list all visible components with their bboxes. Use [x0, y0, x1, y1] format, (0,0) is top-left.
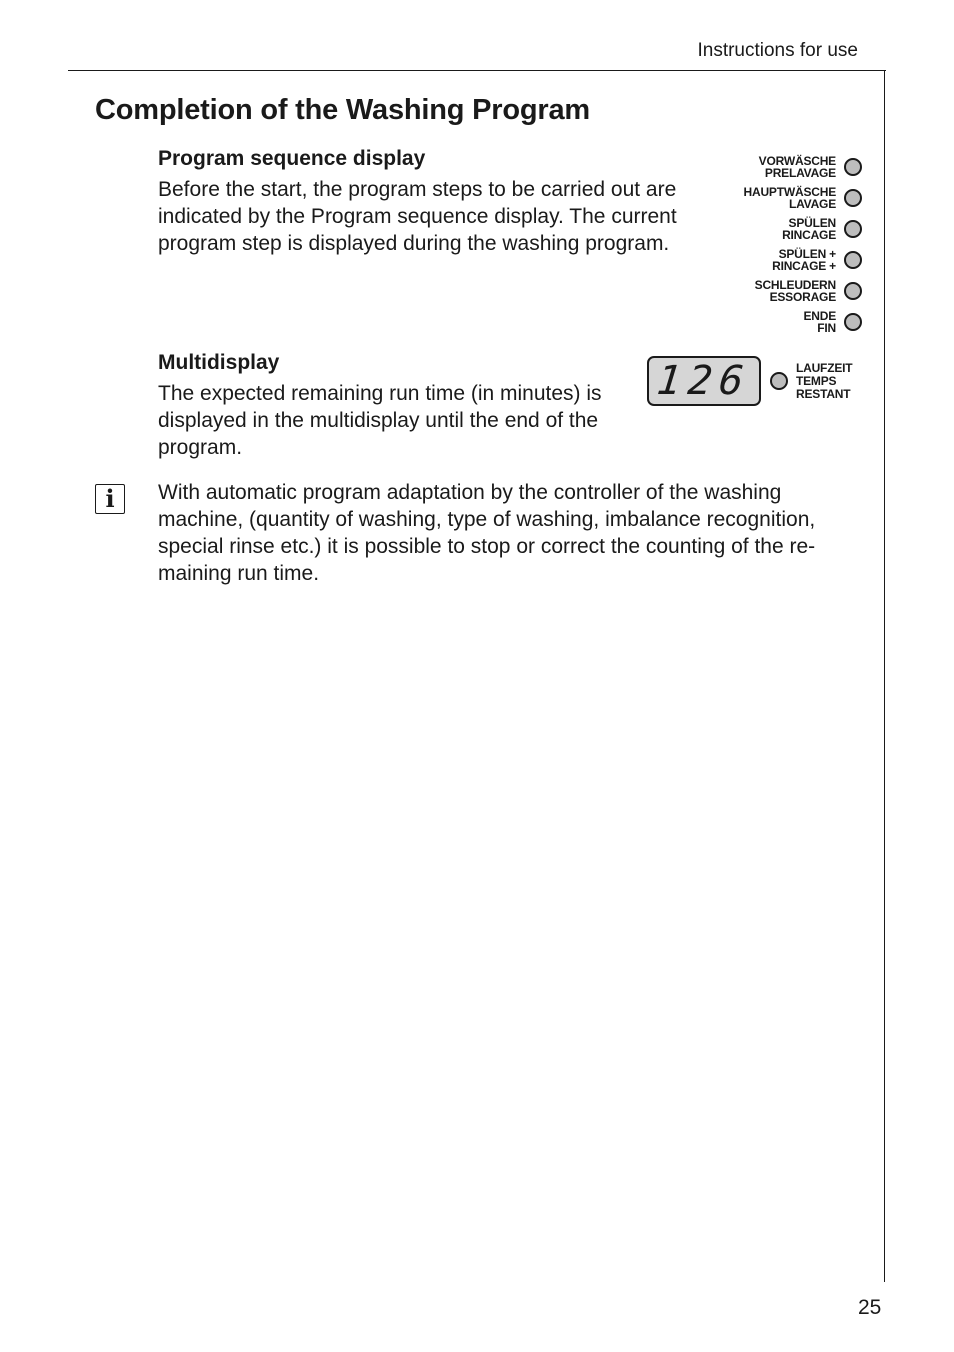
step-label-fr: FIN	[817, 320, 836, 335]
label-line: LAUFZEIT	[796, 360, 853, 375]
step-label-de: ENDE	[803, 308, 836, 323]
indicator-light-icon	[844, 313, 862, 331]
label-line: RESTANT	[796, 386, 851, 401]
sequence-step-prewash	[700, 151, 862, 182]
indicator-light-icon	[844, 251, 862, 269]
indicator-light-icon	[844, 282, 862, 300]
page-number: 25	[858, 1296, 882, 1319]
step-label-fr: ESSORAGE	[769, 289, 836, 304]
program-sequence-text: Before the start, the program steps to be carried out are indicated by the Program sequence display. The current program step is displayed during the washing program.	[158, 178, 677, 255]
sequence-step-label	[782, 217, 836, 241]
multidisplay-text: The expected remaining run time (in minutes) is displayed in the multidisplay until the end of the program.	[158, 382, 602, 459]
header-rule	[68, 70, 886, 71]
sequence-step-spin	[700, 275, 862, 306]
page-title: Completion of the Washing Program	[95, 94, 590, 126]
step-label-fr: LAVAGE	[788, 196, 836, 211]
margin-rule	[884, 70, 885, 1282]
step-label-fr: PRELAVAGE	[764, 165, 836, 180]
step-label-de: SCHLEUDERN	[754, 277, 836, 292]
running-title: Instructions for use	[697, 40, 858, 61]
sequence-step-label	[772, 248, 836, 272]
label-line: TEMPS	[796, 373, 837, 388]
step-label-de: VORWÄSCHE	[758, 153, 836, 168]
sequence-step-rinse	[700, 213, 862, 244]
step-label-fr: RINCAGE	[782, 227, 836, 242]
program-sequence-panel	[700, 151, 862, 337]
multidisplay-heading: Multidisplay	[158, 351, 280, 374]
step-label-de: SPÜLEN +	[778, 246, 836, 261]
sequence-step-label	[744, 186, 836, 210]
sequence-step-label	[759, 155, 836, 179]
indicator-light-icon	[844, 220, 862, 238]
sequence-step-rinse-plus	[700, 244, 862, 275]
indicator-light-icon	[770, 372, 788, 390]
indicator-light-icon	[844, 189, 862, 207]
step-label-fr: RINCAGE +	[772, 258, 836, 273]
indicator-light-icon	[844, 158, 862, 176]
info-note-text: With automatic program adaptation by the controller of the washing machine, (quantity of washing, type of washing, imbalance recognition, special rinse etc.) it is possible to stop or correct the counting of the re-maining run time.	[158, 481, 816, 585]
info-icon: i	[95, 484, 125, 514]
remaining-time-label	[796, 362, 852, 401]
multidisplay-panel	[647, 356, 852, 406]
sequence-step-end	[700, 306, 862, 337]
sequence-step-main-wash	[700, 182, 862, 213]
program-sequence-heading: Program sequence display	[158, 147, 426, 170]
lcd-display	[647, 356, 761, 406]
step-label-de: HAUPTWÄSCHE	[743, 184, 836, 199]
remaining-time-value: 126	[654, 358, 754, 404]
step-label-de: SPÜLEN	[788, 215, 836, 230]
sequence-step-label	[803, 310, 836, 334]
sequence-step-label	[755, 279, 836, 303]
